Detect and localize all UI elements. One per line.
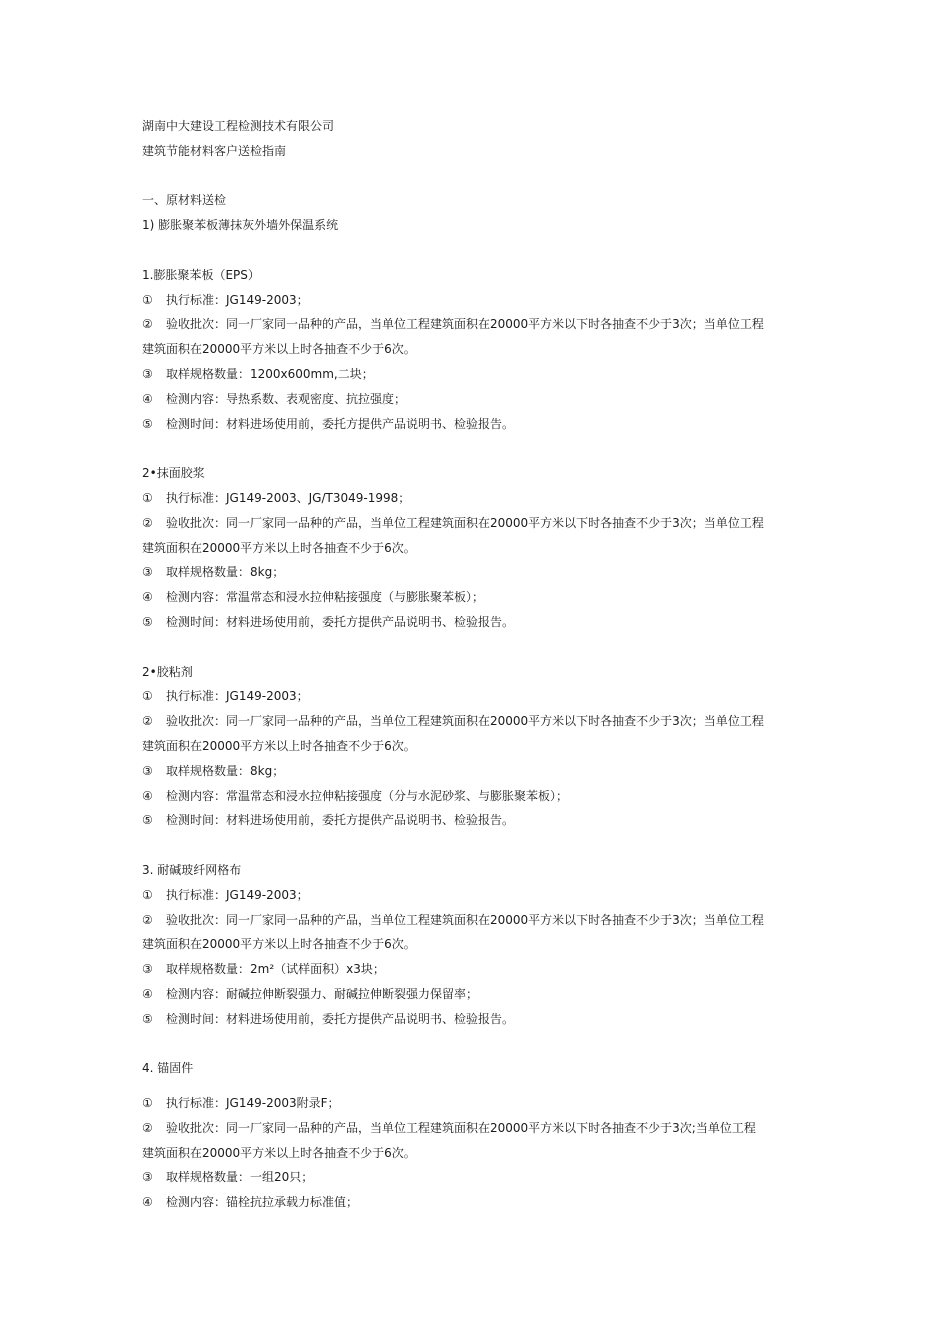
list-item-continuation: 建筑面积在20000平方米以上时各抽查不少于6次。 [142,937,416,952]
list-item: ① 执行标准：JG149-2003； [142,292,309,307]
list-item-continuation: 建筑面积在20000平方米以上时各抽查不少于6次。 [142,342,416,357]
list-item: ③ 取样规格数量：1200x600mm,二块； [142,366,374,381]
group-title: 3. 耐碱玻纤网格布 [142,862,242,877]
group-title: 2•胶粘剂 [142,664,193,679]
list-item: ① 执行标准：JG149-2003、JG/T3049-1998； [142,490,411,505]
list-item: ③ 取样规格数量：8kg； [142,763,285,778]
list-item: ① 执行标准：JG149-2003附录F； [142,1096,340,1111]
list-item: ⑤ 检测时间：材料进场使用前，委托方提供产品说明书、检验报告。 [142,1011,515,1026]
list-item: ② 验收批次：同一厂家同一品种的产品，当单位工程建筑面积在20000平方米以下时各抽查不少于3次;当单位工程 [142,1120,756,1135]
list-item: ③ 取样规格数量：2m²（试样面积）x3块； [142,962,385,977]
list-item-continuation: 建筑面积在20000平方米以上时各抽查不少于6次。 [142,1145,416,1160]
group-title: 1.膨胀聚苯板（EPS） [142,267,260,282]
list-item: ⑤ 检测时间：材料进场使用前，委托方提供产品说明书、检验报告。 [142,416,515,431]
company-name: 湖南中大建设工程检测技术有限公司 [142,119,335,133]
document-page [142,114,822,1215]
list-item: ② 验收批次：同一厂家同一品种的产品，当单位工程建筑面积在20000平方米以下时各抽查不少于3次；当单位工程 [142,912,764,927]
group-adhesive [142,660,822,834]
group-anchors [142,1056,822,1215]
group-fiberglass-mesh [142,858,822,1032]
group-title: 2•抹面胶浆 [142,466,205,481]
list-item: ① 执行标准：JG149-2003； [142,887,309,902]
section-heading: 一、原材料送检 [142,193,227,208]
list-item: ④ 检测内容：常温常态和浸水拉伸粘接强度（与膨胀聚苯板）； [142,590,485,605]
section-subheading: 1) 膨胀聚苯板薄抹灰外墙外保温系统 [142,218,339,233]
list-item: ③ 取样规格数量：一组20只； [142,1170,314,1185]
document-title: 建筑节能材料客户送检指南 [142,143,287,158]
list-item: ⑤ 检测时间：材料进场使用前，委托方提供产品说明书、检验报告。 [142,813,515,828]
group-eps [142,263,822,437]
list-item: ④ 检测内容：锚栓抗拉承载力标准值； [142,1195,359,1210]
list-item: ① 执行标准：JG149-2003； [142,689,309,704]
list-item: ⑤ 检测时间：材料进场使用前，委托方提供产品说明书、检验报告。 [142,614,515,629]
list-item: ② 验收批次：同一厂家同一品种的产品，当单位工程建筑面积在20000平方米以下时各抽查不少于3次；当单位工程 [142,714,764,729]
list-item-continuation: 建筑面积在20000平方米以上时各抽查不少于6次。 [142,540,416,555]
list-item: ④ 检测内容：常温常态和浸水拉伸粘接强度（分与水泥砂浆、与膨胀聚苯板）； [142,788,569,803]
list-item-continuation: 建筑面积在20000平方米以上时各抽查不少于6次。 [142,738,416,753]
group-plaster-mortar [142,461,822,635]
list-item: ③ 取样规格数量：8kg； [142,565,285,580]
list-item: ④ 检测内容：耐碱拉伸断裂强力、耐碱拉伸断裂强力保留率； [142,986,479,1001]
list-item: ② 验收批次：同一厂家同一品种的产品，当单位工程建筑面积在20000平方米以下时各抽查不少于3次；当单位工程 [142,317,764,332]
group-title: 4. 锚固件 [142,1061,194,1076]
list-item: ④ 检测内容：导热系数、表观密度、抗拉强度； [142,391,407,406]
list-item: ② 验收批次：同一厂家同一品种的产品，当单位工程建筑面积在20000平方米以下时各抽查不少于3次；当单位工程 [142,515,764,530]
